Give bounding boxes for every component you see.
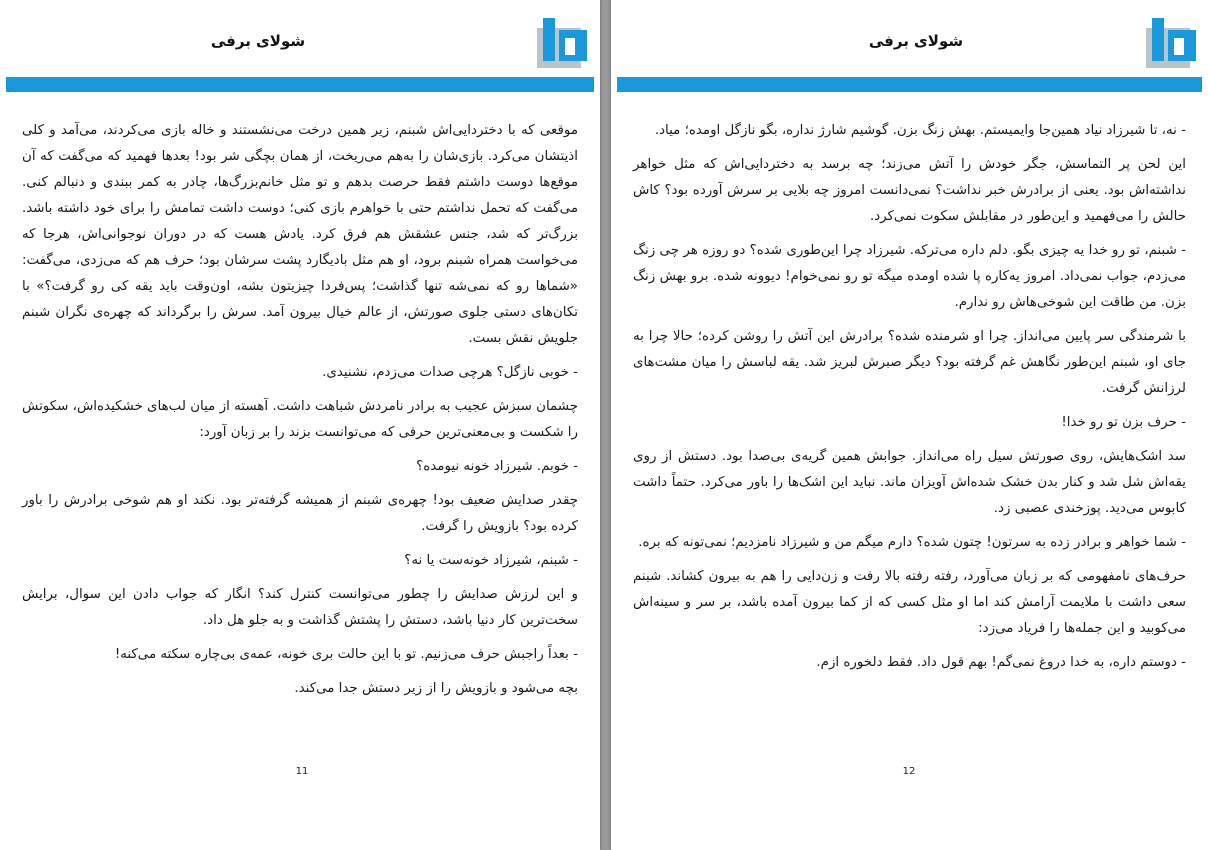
book-title: شولای برفی [210,32,306,50]
paragraph: - حرف بزن تو رو خدا! [1061,415,1186,430]
book-page-left [0,0,600,850]
paragraph: موقعی که با دختردایی‌اش شبنم، زیر همین درخت می‌نشستند و خاله بازی می‌کردند، می‌آمد و کلی اذیتشان می‌کرد. بازی‌شان را به‌هم می‌ریخت، از همان بچگی شر بود! بعدها فهمید که می‌گفت که آن موقع‌ها دوست داشتم فقط حرصت بدهم و تو مثل خانم‌بزرگ‌ها، چادر به کمر ببندی و دنبالم کنی. می‌گفت که تحمل نداشتم حتی با خواهرم بازی کنی؛ دوست داشت تمامش را برای خود داشته باشد. بزرگ‌تر که شد، جنس عشقش هم فرق کرد. یادش هست که در دوران نوجوانی‌اش، هرجا که می‌خواست همراه شبنم برود، او هم مثل بادیگارد پشت سرشان بود؛ حرف هم که می‌زدی، می‌گفت: «شماها رو که نمی‌شه تنها گذاشت؛ پس‌فردا چیزیتون بشه، اون‌وقت باید یقه کی رو گرفت؟» با تکان‌های دستی جلوی صورتش، از عالم خیال بیرون آمد. سرش را برگرداند که چهره‌ی نگران شبنم جلویش نقش بست. [22,123,578,346]
page-number: 12 [902,766,916,777]
paragraph: چشمان سبزش عجیب به برادر نامردش شباهت داشت. آهسته از میان لب‌های خشکیده‌اش، سکوتش را شکست و بی‌معنی‌ترین حرفی که می‌توانست بزند را بر زبان آورد: [22,399,578,440]
paragraph: - شبنم، شیرزاد خونه‌ست یا نه؟ [404,553,578,568]
paragraph: - شما خواهر و برادر زده به سرتون! چتون شده؟ دارم میگم من و شیرزاد نامزدیم؛ نمی‌تونه که بره. [638,535,1186,550]
page-body [633,118,1186,684]
paragraph: بچه می‌شود و بازویش را از زیر دستش جدا می‌کند. [294,681,578,696]
page-header [0,0,600,93]
paragraph: - بعداً راجبش حرف می‌زنیم. تو با این حالت بری خونه، عمه‌ی بی‌چاره سکته می‌کنه! [114,647,578,662]
page-number: 11 [295,766,309,777]
book-page-right [611,0,1208,850]
publisher-logo [537,18,592,68]
paragraph: با شرمندگی سر پایین می‌انداز. چرا او شرمنده شده؟ برادرش این آتش را روشن کرده؛ حالا چرا به جای او، شبنم این‌طور نگاهش غم گرفته بود؟ دیگر صبرش لبریز شد. یقه لباسش را میان مشت‌های لرزانش گرفت. [633,329,1186,396]
paragraph: - دوستم داره، به خدا دروغ نمی‌گم! بهم قول داد. فقط دلخوره ازم. [816,655,1186,670]
header-bar [6,77,594,92]
paragraph: حرف‌های نامفهومی که بر زبان می‌آورد، رفته رفته بالا رفت و زن‌دایی را هم به بیرون کشاند. شبنم سعی داشت با ملایمت آرامش کند اما او مثل کسی که از کما بیرون آمده باشد، بر سر و سینه‌اش می‌کوبید و این جمله‌ها را فریاد می‌زد: [633,569,1186,636]
header-bar [617,77,1202,92]
publisher-logo [1146,18,1201,68]
book-title: شولای برفی [868,32,964,50]
paragraph: - خوبی نازگل؟ هرچی صدات می‌زدم، نشنیدی. [322,365,578,380]
page-header [611,0,1208,93]
paragraph: - خوبم. شیرزاد خونه نیومده؟ [416,459,578,474]
paragraph: - شبنم، تو رو خدا یه چیزی بگو. دلم داره می‌ترکه. شیرزاد چرا این‌طوری شده؟ دو روزه هر چی زنگ می‌زدم، جواب نمی‌داد. امروز یه‌کاره پا شده اومده میگه تو رو نمی‌خوام! دیوونه شده. برو بهش زنگ بزن. من طاقت این شوخی‌هاش رو ندارم. [633,243,1186,310]
paragraph: - نه، تا شیرزاد نیاد همین‌جا وایمیستم. بهش زنگ بزن. گوشیم شارژ نداره، بگو نازگل اومده؛ میاد. [654,123,1186,138]
paragraph: چقدر صدایش ضعیف بود! چهره‌ی شبنم از همیشه گرفته‌تر بود. نکند او هم شوخی برادرش را باور کرده بود؟ بازویش را گرفت. [22,493,578,534]
paragraph: و این لرزش صدایش را چطور می‌توانست کنترل کند؟ انگار که جواب دادن این سوال، برایش سخت‌ترین کار دنیا باشد، دستش را پشتش گذاشت و به جلو هل داد. [22,587,578,628]
paragraph: سد اشک‌هایش، روی صورتش سیل راه می‌انداز. جوابش همین گریه‌ی بی‌صدا بود. دستش از روی یقه‌اش شل شد و کنار بدن خشک شده‌اش آویزان ماند. نباید این اشک‌ها را باور می‌کرد. حتماً داشت کابوس می‌دید. پوزخندی عصبی زد. [633,449,1186,516]
paragraph: این لحن پر التماسش، جگر خودش را آتش می‌زند؛ چه برسد به دختردایی‌اش که مثل خواهر نداشته‌اش بود. یعنی از برادرش خبر نداشت؟ نمی‌دانست امروز چه بلایی بر سرش آورده بود؟ کاش حالش را می‌فهمید و این‌طور در مقابلش سکوت نمی‌کرد. [633,157,1186,224]
page-body [22,118,578,710]
